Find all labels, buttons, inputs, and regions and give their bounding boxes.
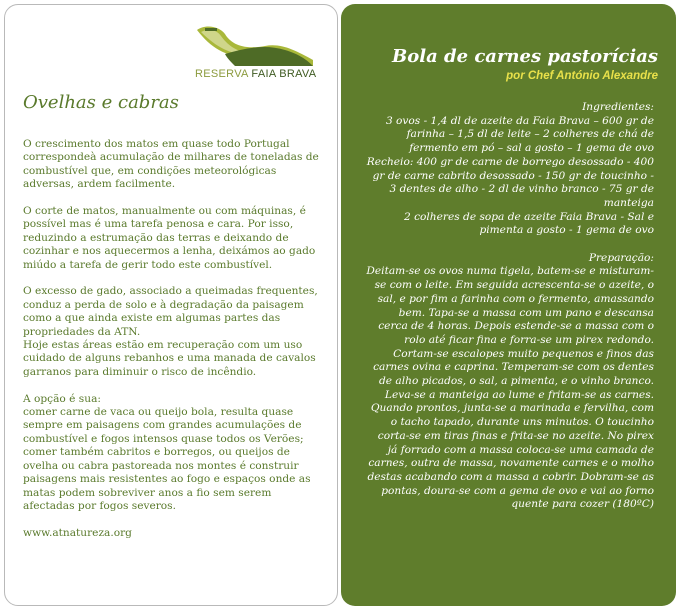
logo-reserva-text: RESERVA [195, 68, 249, 80]
ingredients-dough: 3 ovos - 1,4 dl de azeite da Faia Brava – 600 gr de farinha – 1,5 dl de leite – 2 colheres de chá de fermento em pó – sal a gosto – 1 gema de ovo [385, 114, 654, 155]
ingredients-filling: Recheio: 400 gr de carne de borrego desossado - 400 gr de carne cabrito desossado - 150 gr de toucinho - 3 dentes de alho - 2 dl de vinho branco - 75 gr de manteiga [366, 155, 654, 209]
logo-faia-brava-text: FAIA BRAVA [251, 68, 317, 80]
website-link[interactable]: www.atnatureza.org [23, 526, 132, 539]
preparation-heading: Preparação: [588, 251, 654, 264]
logo-wordmark [195, 68, 315, 80]
left-article [23, 138, 321, 554]
recipe-body [366, 101, 654, 512]
ingredients-extra: 2 colheres de sopa de azeite Faia Brava - Sal e pimenta a gosto - 1 gema de ovo [404, 210, 654, 237]
left-title: Ovelhas e cabras [23, 92, 179, 113]
left-paragraph-1: O crescimento dos matos em quase todo Portugal correspondeà acumulação de milhares de toneladas de combustível que, em condições meteorológicas adversas, ardem facilmente. [23, 138, 319, 191]
logo-landscape-icon [195, 24, 315, 68]
recipe-title: Bola de carnes pastorícias [392, 46, 658, 67]
ingredients-heading: Ingredientes: [582, 101, 654, 113]
left-paragraph-4: A opção é sua: comer carne de vaca ou queijo bola, resulta quase sempre em paisagens com grandes acumulações de combustível e fogos intensos quase todos os Verões; comer também cabritos e borregos, ou queijos de ovelha ou cabra pastoreada nos montes é construir paisagens mais resistentes ao fogo e espaços onde as matas podem sobreviver anos a fio sem serem afectadas por fogos severos. [23, 392, 311, 512]
reserva-faia-brava-logo [195, 24, 315, 84]
left-paragraph-3: O excesso de gado, associado a queimadas frequentes, conduz a perda de solo e à degradação da paisagem como a que ainda existe em algumas partes das propriedades da ATN. Hoje estas áreas estão em recuperação com um uso cuidado de alguns rebanhos e uma manada de cavalos garranos para diminuir o risco de incêndio. [23, 285, 318, 378]
recipe-author: por Chef António Alexandre [506, 70, 658, 82]
preparation-text: Deitam-se os ovos numa tigela, batem-se e misturam-se com o leite. Em seguida acrescenta-se o azeite, o sal, e por fim a farinha com o fermento, amassando bem. Tapa-se a massa com um pano e descansa cerca de 4 horas. Depois estende-se a massa com o rolo até ficar fina e forra-se um pirex redondo. Cortam-se escalopes muito pequenos e finos das carnes ovina e caprina. Temperam-se com os dentes de alho picados, o sal, a pimenta, e o vinho branco. Leva-se a manteiga ao lume e fritam-se as carnes. Quando prontos, junta-se a marinada e fervilha, com o tacho tapado, durante uns minutos. O toucinho corta-se em tiras finas e frita-se no azeite. No pirex já forrado com a massa coloca-se uma camada de carnes, outra de massa, novamente carnes e o molho destas acabando com a massa a cobrir. Dobram-se as pontas, doura-se com a gema de ovo e vai ao forno quente para cozer (180ºC) [366, 265, 654, 511]
left-paragraph-2: O corte de matos, manualmente ou com máquinas, é possível mas é uma tarefa penosa e cara. Por isso, reduzindo a estrumação das terras e deixando de cozinhar e nos aquecermos a lenha, deixámos ao gado miúdo a tarefa de gerir todo este combustível. [23, 205, 316, 271]
